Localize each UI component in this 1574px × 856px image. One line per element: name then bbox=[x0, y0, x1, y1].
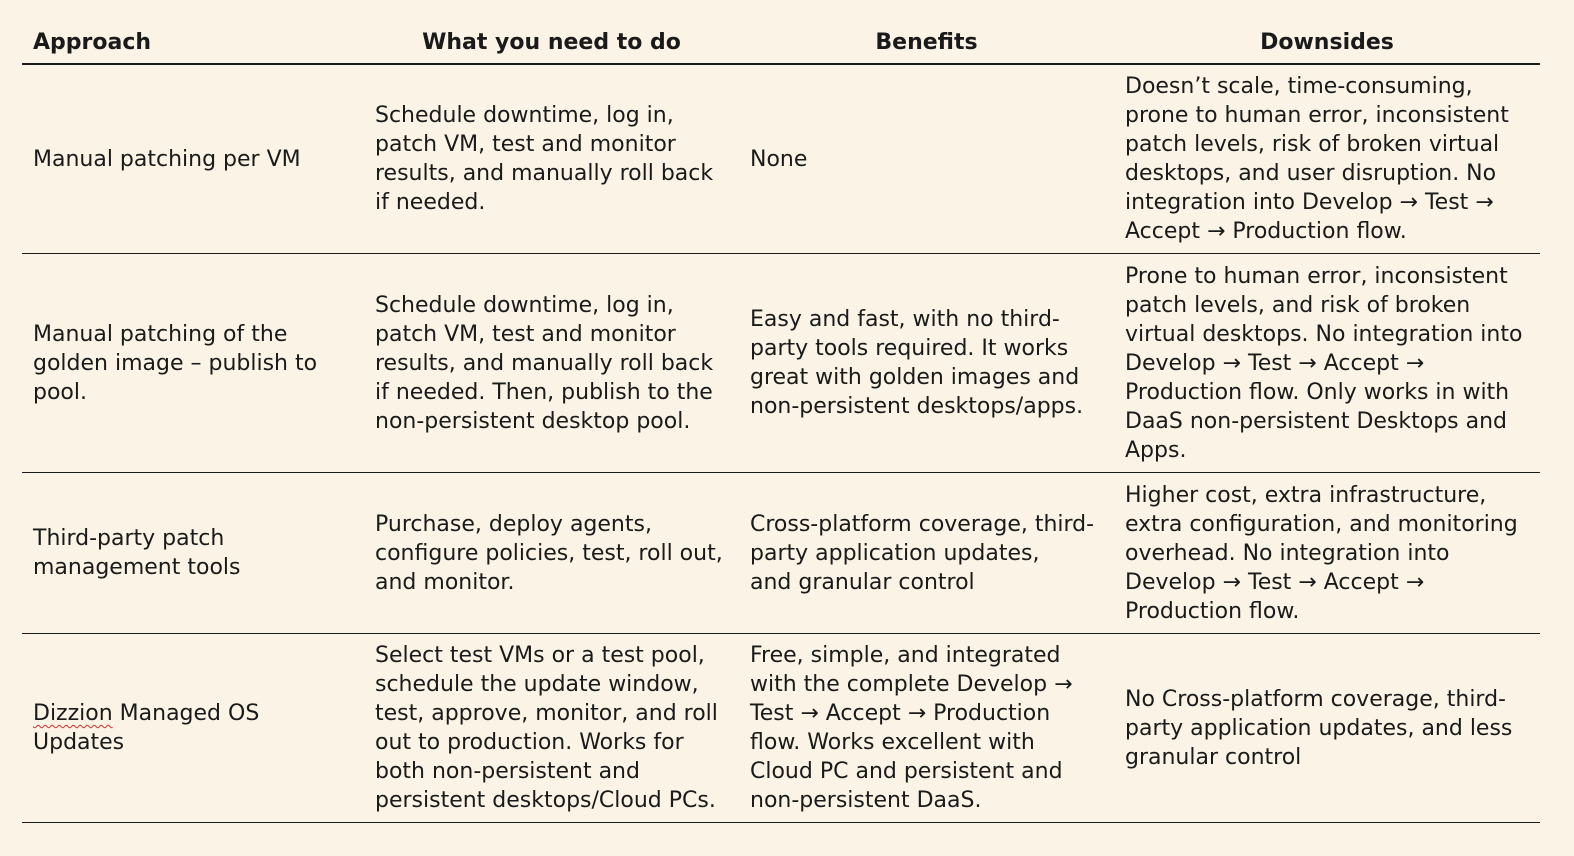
comparison-table-container bbox=[22, 22, 1540, 823]
header-approach: Approach bbox=[22, 22, 364, 64]
header-what-you-need-to-do: What you need to do bbox=[364, 22, 739, 64]
cell-downsides: Prone to human error, inconsistent patch levels, and risk of broken virtual desktops. No integration into Develop → Test → Accept → Production flow. Only works in with DaaS non-persistent Desktops and Apps. bbox=[1114, 254, 1540, 473]
spellcheck-flagged-word: Dizzion bbox=[33, 701, 113, 726]
header-downsides: Downsides bbox=[1114, 22, 1540, 64]
table-header-row bbox=[22, 22, 1540, 64]
cell-benefits: Easy and fast, with no third- party tools required. It works great with golden images and non-persistent desktops/apps. bbox=[739, 254, 1114, 473]
cell-approach bbox=[22, 634, 364, 823]
cell-downsides: Higher cost, extra infrastructure, extra configuration, and monitoring overhead. No integration into Develop → Test → Accept → Production flow. bbox=[1114, 473, 1540, 634]
header-benefits: Benefits bbox=[739, 22, 1114, 64]
cell-benefits: Free, simple, and integrated with the complete Develop → Test → Accept → Production flow. Works excellent with Cloud PC and persistent and non-persistent DaaS. bbox=[739, 634, 1114, 823]
cell-downsides: Doesn’t scale, time-consuming, prone to human error, inconsistent patch levels, risk of broken virtual desktops, and user disruption. No integration into Develop → Test → Accept → Production flow. bbox=[1114, 64, 1540, 254]
patching-comparison-table bbox=[22, 22, 1540, 823]
cell-what: Select test VMs or a test pool, schedule the update window, test, approve, monitor, and roll out to production. Works for both non-persistent and persistent desktops/Cloud PCs. bbox=[364, 634, 739, 823]
cell-what: Purchase, deploy agents, configure policies, test, roll out, and monitor. bbox=[364, 473, 739, 634]
cell-benefits: Cross-platform coverage, third- party application updates, and granular control bbox=[739, 473, 1114, 634]
cell-what: Schedule downtime, log in, patch VM, test and monitor results, and manually roll back if needed. bbox=[364, 64, 739, 254]
table-row bbox=[22, 254, 1540, 473]
cell-what: Schedule downtime, log in, patch VM, test and monitor results, and manually roll back if needed. Then, publish to the non-persistent desktop pool. bbox=[364, 254, 739, 473]
cell-approach: Third-party patch management tools bbox=[22, 473, 364, 634]
table-row bbox=[22, 634, 1540, 823]
cell-benefits: None bbox=[739, 64, 1114, 254]
table-row bbox=[22, 473, 1540, 634]
cell-approach: Manual patching of the golden image – publish to pool. bbox=[22, 254, 364, 473]
cell-approach-rest: Managed OS Updates bbox=[33, 701, 260, 755]
cell-approach: Manual patching per VM bbox=[22, 64, 364, 254]
table-row bbox=[22, 64, 1540, 254]
cell-downsides: No Cross-platform coverage, third- party application updates, and less granular control bbox=[1114, 634, 1540, 823]
